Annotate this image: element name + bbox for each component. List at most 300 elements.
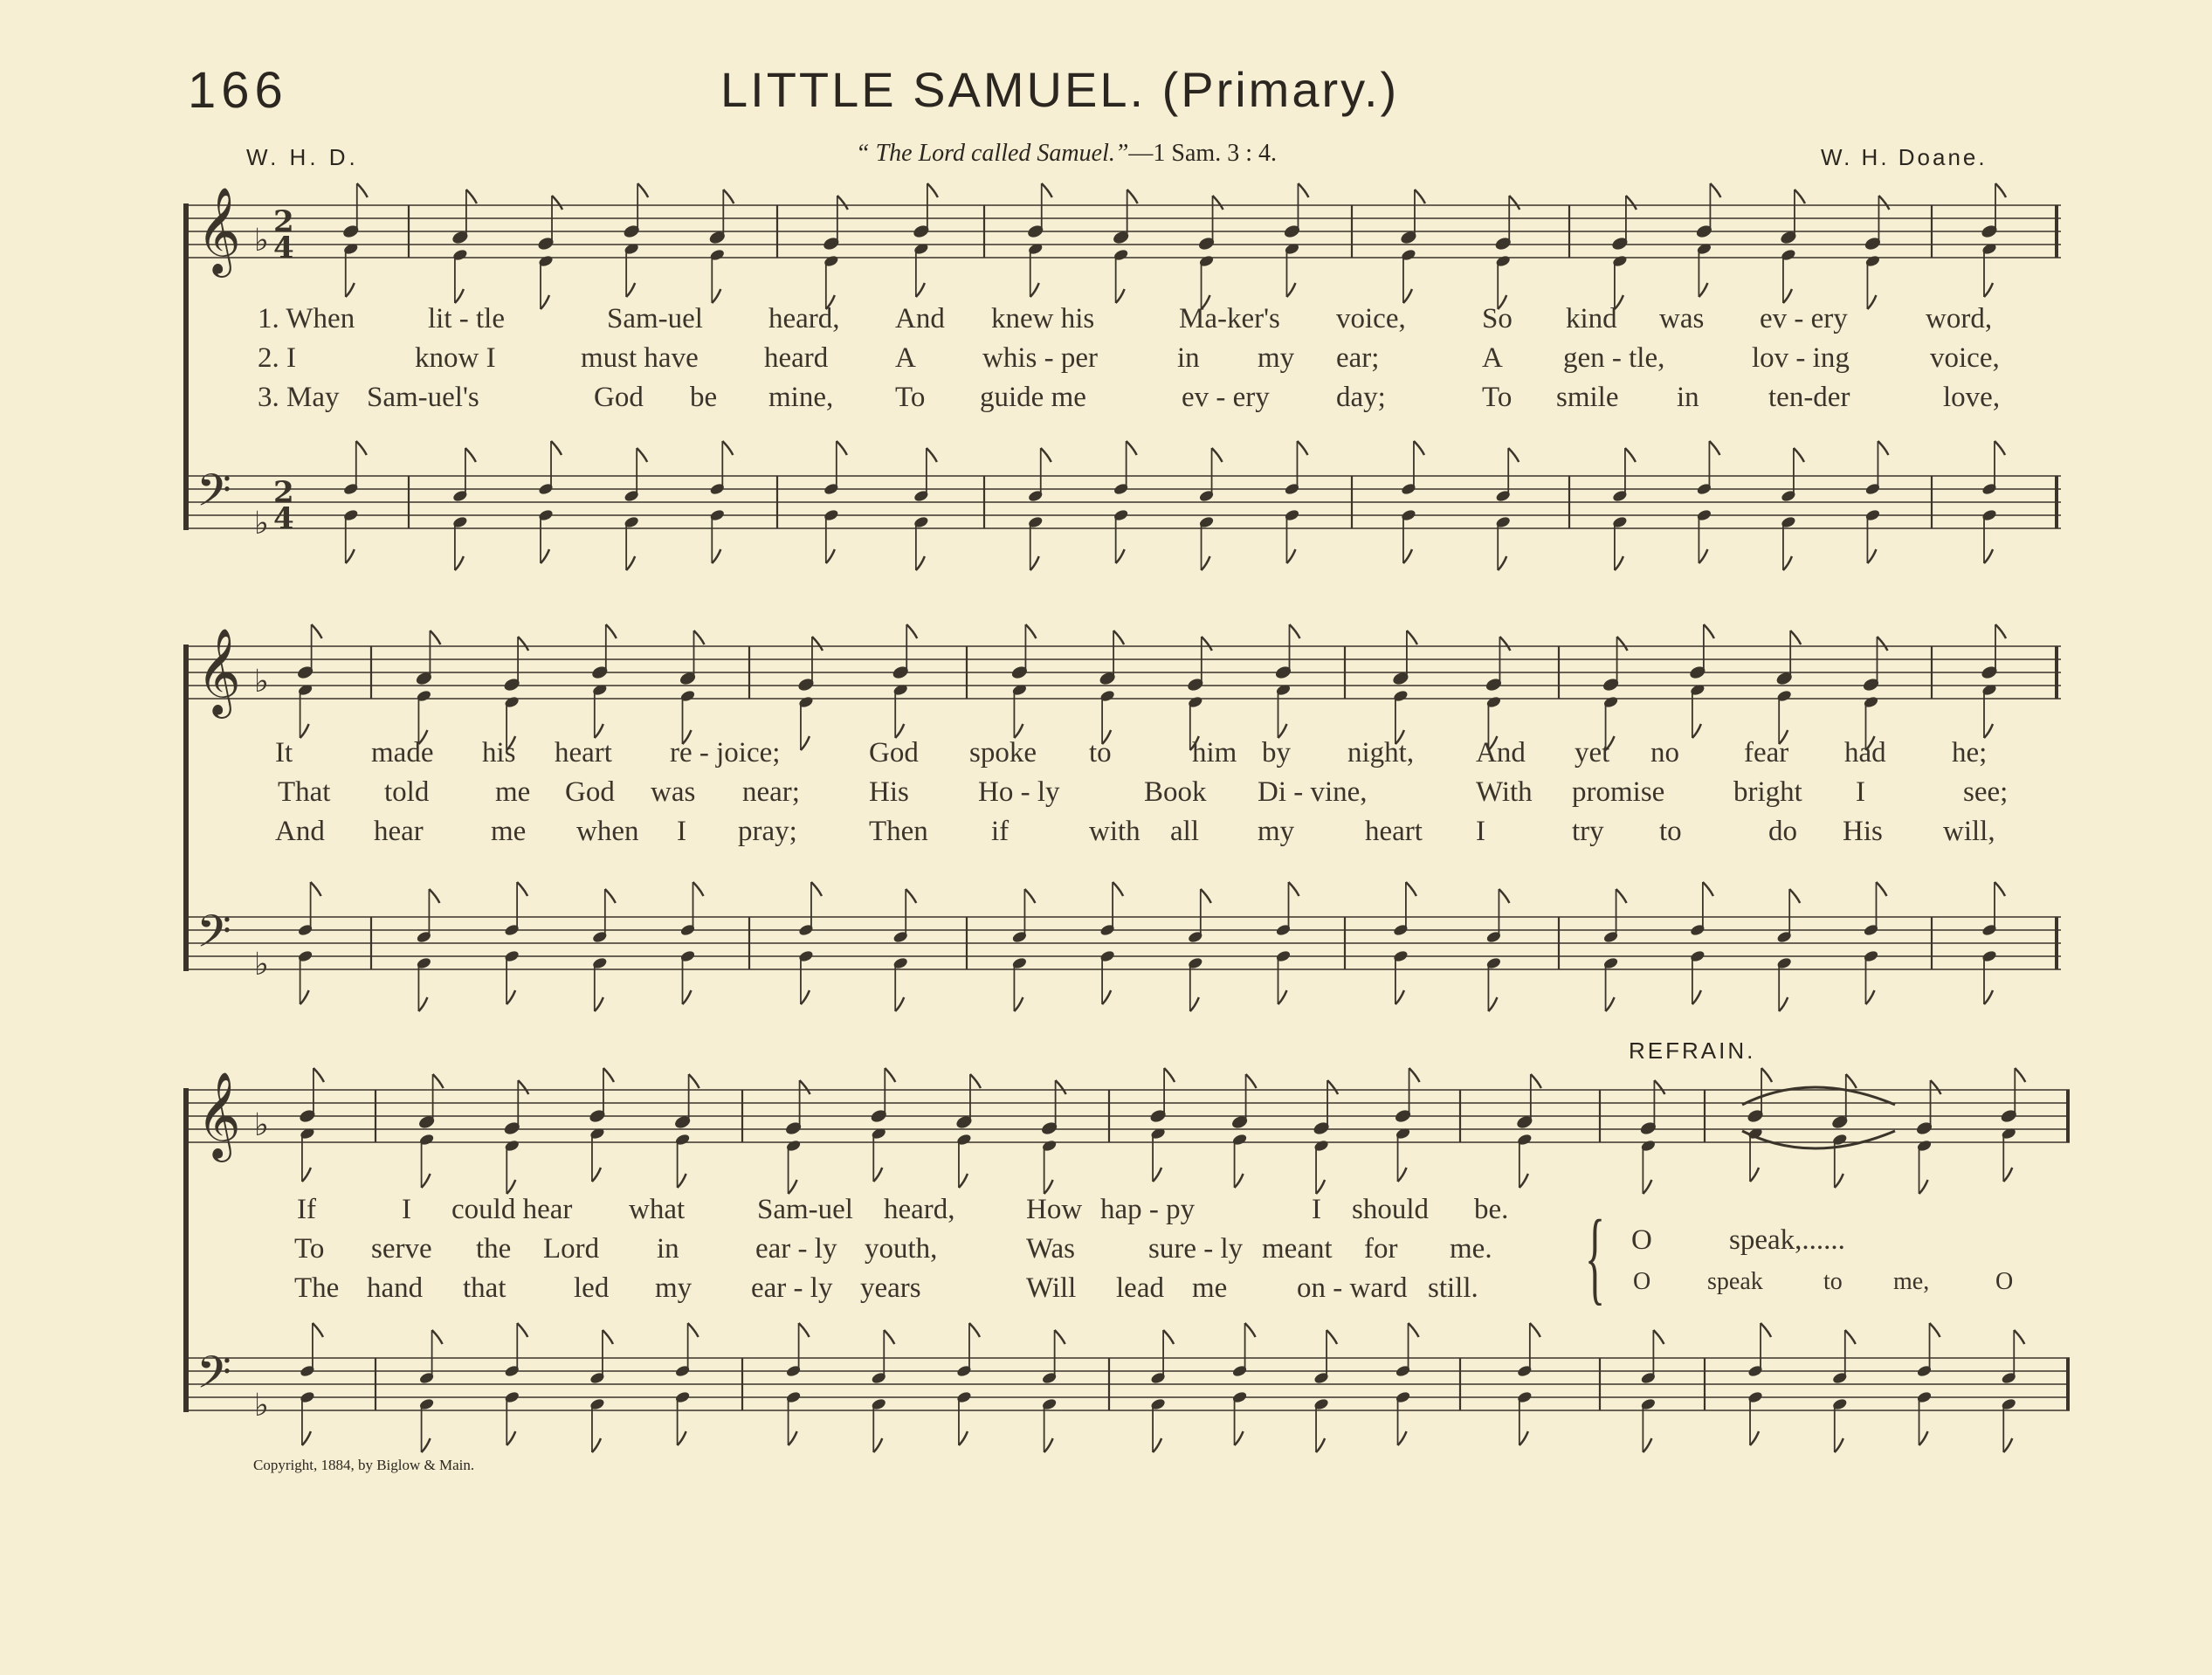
- lyric-word: And: [895, 303, 945, 334]
- note-flag: [1984, 283, 1993, 297]
- scripture-reference: —1 Sam. 3 : 4.: [1128, 140, 1277, 167]
- lyric-word: his: [482, 737, 516, 769]
- note-flag: [812, 637, 823, 651]
- lyric-word: heart: [1365, 816, 1423, 847]
- lyric-word: me.: [1450, 1233, 1492, 1265]
- note-flag: [1783, 289, 1792, 303]
- lyric-word: Lord: [543, 1233, 600, 1265]
- note-flag: [1406, 882, 1416, 896]
- lyric-word: 3. May: [258, 382, 340, 413]
- note-flag: [541, 549, 549, 563]
- lyric-word: To: [1482, 382, 1513, 413]
- lyric-word: in: [1177, 342, 1200, 374]
- note-flag: [1779, 997, 1788, 1011]
- note-flag: [1995, 183, 2006, 197]
- note-flag: [1703, 882, 1713, 896]
- lyric-word: with: [1089, 816, 1140, 847]
- note-flag: [346, 549, 355, 563]
- note-flag: [595, 724, 603, 738]
- lyric-word: by: [1262, 737, 1291, 769]
- note-flag: [873, 1168, 882, 1182]
- note-flag: [637, 448, 647, 462]
- page-number: 166: [188, 62, 288, 119]
- note-flag: [1845, 1330, 1856, 1344]
- note-flag: [455, 556, 464, 570]
- note-flag: [1846, 1074, 1857, 1088]
- note-flag: [506, 1180, 515, 1194]
- note-flag: [1488, 997, 1497, 1011]
- flat-icon: ♭: [254, 223, 269, 258]
- lyric-word: lead: [1116, 1272, 1164, 1304]
- note-flag: [1042, 183, 1052, 197]
- refrain-lyric-word: to: [1823, 1268, 1843, 1295]
- note-flag: [1289, 882, 1299, 896]
- note-flag: [1704, 624, 1714, 638]
- note-flag: [689, 1074, 699, 1088]
- note-flag: [1499, 889, 1509, 903]
- note-flag: [927, 448, 937, 462]
- lyric-word: hap - py: [1100, 1194, 1196, 1225]
- note-flag: [606, 624, 617, 638]
- flat-icon: ♭: [254, 664, 269, 700]
- note-flag: [1761, 1323, 1771, 1337]
- note-flag: [1113, 631, 1124, 644]
- refrain-lyric-word: O: [1633, 1268, 1651, 1295]
- lyric-word: And: [1476, 737, 1526, 769]
- note-flag: [1867, 295, 1876, 309]
- note-flag: [357, 183, 368, 197]
- note-flag: [592, 1168, 601, 1182]
- lyric-word: sure - ly: [1148, 1233, 1244, 1265]
- note-flag: [1877, 637, 1887, 651]
- lyric-word: Sam-uel: [607, 303, 703, 334]
- note-flag: [312, 624, 322, 638]
- lyric-word: Sam-uel: [757, 1194, 853, 1225]
- lyric-word: Book: [1144, 776, 1207, 808]
- lyric-word: me: [491, 816, 527, 847]
- lyric-word: heard,: [768, 303, 840, 334]
- note-flag: [1102, 990, 1111, 1004]
- note-flag: [1750, 1168, 1759, 1182]
- note-flag: [311, 882, 321, 896]
- note-flag: [1327, 1080, 1338, 1094]
- note-flag: [1246, 1074, 1257, 1088]
- note-flag: [1876, 882, 1886, 896]
- note-flag: [518, 637, 528, 651]
- note-flag: [678, 1174, 686, 1188]
- lyric-word: on - ward: [1297, 1272, 1408, 1304]
- lyric-word: meant: [1262, 1233, 1333, 1265]
- note-flag: [1398, 1168, 1407, 1182]
- note-flag: [722, 441, 733, 455]
- note-flag: [1643, 1438, 1651, 1452]
- note-flag: [302, 1431, 311, 1445]
- note-flag: [1327, 1330, 1337, 1344]
- note-flag: [626, 283, 635, 297]
- lyric-word: in: [657, 1233, 679, 1265]
- note-flag: [518, 1080, 528, 1094]
- refrain-lyric-word: speak: [1707, 1268, 1763, 1295]
- bass-clef-icon: 𝄢: [196, 1346, 231, 1410]
- lyric-word: heard: [764, 342, 829, 374]
- note-flag: [1153, 1168, 1161, 1182]
- lyric-word: when: [576, 816, 639, 847]
- lyric-word: to: [1089, 737, 1112, 769]
- lyric-word: promise: [1572, 776, 1665, 808]
- note-flag: [1278, 724, 1287, 738]
- lyric-word: ev - ery: [1760, 303, 1848, 334]
- lyric-word: That: [278, 776, 331, 808]
- note-flag: [1930, 1323, 1940, 1337]
- lyric-word: him: [1192, 737, 1237, 769]
- lyric-word: whis - per: [982, 342, 1098, 374]
- lyric-word: ev - ery: [1182, 382, 1270, 413]
- note-flag: [1055, 1330, 1065, 1344]
- lyric-word: To: [294, 1233, 325, 1265]
- note-flag: [430, 631, 440, 644]
- note-flag: [1919, 1180, 1928, 1194]
- note-flag: [418, 997, 427, 1011]
- refrain-lyric-word: me,: [1893, 1268, 1930, 1295]
- note-flag: [1643, 1180, 1651, 1194]
- note-flag: [1403, 549, 1412, 563]
- note-flag: [1653, 1330, 1664, 1344]
- lyric-word: God: [565, 776, 615, 808]
- note-flag: [422, 1438, 431, 1452]
- lyric-word: gen - tle,: [1563, 342, 1665, 374]
- note-flag: [895, 724, 904, 738]
- lyric-word: was: [651, 776, 696, 808]
- lyric-word: word,: [1926, 303, 1993, 334]
- note-flag: [1919, 1431, 1928, 1445]
- copyright-notice: Copyright, 1884, by Biglow & Main.: [253, 1457, 475, 1473]
- note-flag: [1041, 448, 1051, 462]
- note-flag: [1395, 990, 1404, 1004]
- note-flag: [1113, 882, 1123, 896]
- note-flag: [800, 1080, 810, 1094]
- note-flag: [1290, 624, 1300, 638]
- lyric-word: I: [1476, 816, 1485, 847]
- note-flag: [1286, 549, 1295, 563]
- note-flag: [2003, 1168, 2012, 1182]
- note-flag: [927, 183, 938, 197]
- lyric-word: God: [594, 382, 644, 413]
- note-flag: [1316, 1180, 1325, 1194]
- note-flag: [873, 1438, 882, 1452]
- hymn-title: LITTLE SAMUEL.: [720, 62, 1147, 117]
- note-flag: [837, 196, 848, 210]
- lyric-word: lov - ing: [1752, 342, 1850, 374]
- lyric-word: be.: [1474, 1194, 1509, 1225]
- note-flag: [969, 1323, 980, 1337]
- refrain-lyric-word: O: [1631, 1224, 1652, 1256]
- note-flag: [1606, 997, 1615, 1011]
- note-flag: [552, 196, 562, 210]
- note-flag: [603, 1068, 614, 1082]
- note-flag: [1235, 1431, 1244, 1445]
- note-flag: [1245, 1323, 1256, 1337]
- note-flag: [422, 1174, 431, 1188]
- note-flag: [1508, 448, 1519, 462]
- lyric-word: my: [655, 1272, 693, 1304]
- lyric-word: the: [476, 1233, 512, 1265]
- scripture-quote: “ The Lord called Samuel.”: [856, 140, 1129, 167]
- lyric-word: mine,: [768, 382, 834, 413]
- note-flag: [1835, 1174, 1843, 1188]
- note-flag: [970, 1074, 981, 1088]
- note-flag: [959, 1174, 968, 1188]
- note-flag: [694, 631, 705, 644]
- note-flag: [1984, 549, 1993, 563]
- note-flag: [1190, 997, 1199, 1011]
- note-flag: [1931, 1080, 1941, 1094]
- lyric-word: spoke: [969, 737, 1037, 769]
- refrain-lyric-word: speak,......: [1729, 1224, 1845, 1256]
- note-flag: [683, 990, 692, 1004]
- note-flag: [595, 997, 603, 1011]
- note-flag: [1835, 1438, 1843, 1452]
- note-flag: [1403, 289, 1412, 303]
- note-flag: [884, 1330, 894, 1344]
- treble-clef-icon: 𝄞: [196, 187, 241, 274]
- note-flag: [1024, 889, 1035, 903]
- note-flag: [346, 283, 355, 297]
- lyric-word: told: [384, 776, 430, 808]
- note-flag: [541, 295, 549, 309]
- note-flag: [506, 990, 515, 1004]
- note-flag: [789, 1431, 797, 1445]
- note-flag: [1127, 190, 1138, 203]
- lyric-word: ear;: [1336, 342, 1380, 374]
- note-flag: [2014, 1330, 2024, 1344]
- note-flag: [1626, 196, 1637, 210]
- note-flag: [592, 1438, 601, 1452]
- note-flag: [1202, 556, 1210, 570]
- note-flag: [1127, 441, 1137, 455]
- note-flag: [801, 736, 810, 750]
- note-flag: [916, 283, 925, 297]
- note-flag: [506, 1431, 515, 1445]
- note-flag: [723, 190, 734, 203]
- note-flag: [1014, 997, 1023, 1011]
- note-flag: [466, 190, 477, 203]
- note-flag: [1519, 1431, 1528, 1445]
- note-flag: [1116, 549, 1125, 563]
- note-flag: [302, 1168, 311, 1182]
- lyric-word: must have: [581, 342, 699, 374]
- lyric-word: should: [1352, 1194, 1430, 1225]
- lyric-word: was: [1659, 303, 1705, 334]
- lyric-word: if: [991, 816, 1010, 847]
- note-flag: [811, 882, 822, 896]
- lyric-word: hand: [367, 1272, 424, 1304]
- note-flag: [1699, 283, 1707, 297]
- lyric-word: I: [1312, 1194, 1321, 1225]
- note-flag: [1201, 889, 1211, 903]
- lyric-word: A: [1482, 342, 1503, 374]
- note-flag: [1878, 196, 1889, 210]
- lyric-word: guide me: [980, 382, 1086, 413]
- note-flag: [517, 1323, 527, 1337]
- lyric-word: It: [275, 737, 293, 769]
- note-flag: [1398, 1431, 1407, 1445]
- note-flag: [1498, 556, 1506, 570]
- lyric-word: Ma-ker's: [1179, 303, 1280, 334]
- note-flag: [1298, 183, 1308, 197]
- lyric-word: I: [402, 1194, 411, 1225]
- hymn-subtitle: (Primary.): [1161, 62, 1400, 117]
- note-flag: [1790, 631, 1801, 644]
- lyric-word: he;: [1952, 737, 1988, 769]
- lyric-word: knew his: [991, 303, 1095, 334]
- note-flag: [517, 882, 527, 896]
- lyric-word: How: [1026, 1194, 1083, 1225]
- lyric-word: pray;: [738, 816, 797, 847]
- note-flag: [1995, 882, 2005, 896]
- note-flag: [300, 724, 309, 738]
- note-flag: [1278, 990, 1287, 1004]
- flat-icon: ♭: [254, 506, 269, 541]
- note-flag: [1692, 990, 1701, 1004]
- note-flag: [885, 1068, 895, 1082]
- note-flag: [1409, 1323, 1419, 1337]
- lyric-word: what: [629, 1194, 686, 1225]
- note-flag: [1030, 283, 1039, 297]
- refrain-label: REFRAIN.: [1629, 1037, 1756, 1064]
- note-flag: [1615, 556, 1623, 570]
- lyric-word: my: [1258, 816, 1295, 847]
- note-flag: [1414, 441, 1424, 455]
- note-flag: [432, 1330, 443, 1344]
- lyric-word: Then: [869, 816, 928, 847]
- lyric-word: I: [1856, 776, 1865, 808]
- note-flag: [1213, 196, 1223, 210]
- note-flag: [2003, 1438, 2012, 1452]
- lyric-word: fear: [1744, 737, 1789, 769]
- lyric-word: 1. When: [258, 303, 355, 334]
- note-flag: [1625, 448, 1636, 462]
- note-flag: [314, 1068, 324, 1082]
- note-flag: [895, 997, 904, 1011]
- note-flag: [789, 1180, 797, 1194]
- lyric-word: know I: [415, 342, 496, 374]
- lyric-word: Sam-uel's: [367, 382, 479, 413]
- note-flag: [1867, 549, 1876, 563]
- lyric-word: Was: [1026, 1233, 1075, 1265]
- note-flag: [1616, 889, 1627, 903]
- note-flag: [1699, 549, 1707, 563]
- note-flag: [1153, 1438, 1161, 1452]
- note-flag: [1415, 190, 1425, 203]
- note-flag: [1235, 1174, 1244, 1188]
- note-flag: [1056, 1080, 1066, 1094]
- note-flag: [959, 1431, 968, 1445]
- note-flag: [801, 990, 810, 1004]
- lyric-word: hear: [374, 816, 424, 847]
- lyric-word: love,: [1943, 382, 2001, 413]
- note-flag: [678, 1431, 686, 1445]
- note-flag: [433, 1074, 444, 1088]
- note-flag: [1865, 990, 1874, 1004]
- lyric-word: heart: [555, 737, 612, 769]
- lyric-word: lit - tle: [428, 303, 505, 334]
- lyricist-credit: W. H. D.: [246, 144, 359, 170]
- note-flag: [1044, 1180, 1053, 1194]
- lyric-word: To: [895, 382, 926, 413]
- lyric-word: voice,: [1930, 342, 2000, 374]
- lyric-word: for: [1364, 1233, 1398, 1265]
- note-flag: [712, 549, 720, 563]
- tie-curve: [1742, 1131, 1895, 1148]
- bass-clef-icon: 𝄢: [196, 464, 231, 527]
- lyric-word: His: [869, 776, 909, 808]
- flat-icon: ♭: [254, 1388, 269, 1423]
- note-flag: [1509, 196, 1519, 210]
- lyric-word: that: [463, 1272, 506, 1304]
- lyric-word: Will: [1026, 1272, 1077, 1304]
- note-flag: [1692, 724, 1701, 738]
- note-flag: [1164, 1068, 1175, 1082]
- note-flag: [603, 1330, 613, 1344]
- note-flag: [356, 441, 367, 455]
- verse-brace: {: [1585, 1198, 1606, 1314]
- note-flag: [1025, 624, 1036, 638]
- lyric-word: be: [690, 382, 718, 413]
- note-flag: [1530, 1323, 1540, 1337]
- lyric-word: bright: [1733, 776, 1802, 808]
- note-flag: [906, 624, 917, 638]
- lyric-word: will,: [1943, 816, 1995, 847]
- lyric-word: made: [371, 737, 434, 769]
- lyric-word: The: [294, 1272, 340, 1304]
- note-flag: [1030, 556, 1039, 570]
- note-flag: [637, 183, 648, 197]
- lyric-word: me: [1192, 1272, 1228, 1304]
- lyric-word: day;: [1336, 382, 1386, 413]
- treble-time-signature-top: 2: [273, 204, 294, 239]
- lyric-word: voice,: [1336, 303, 1406, 334]
- lyric-word: yet: [1575, 737, 1610, 769]
- lyric-word: So: [1482, 303, 1513, 334]
- note-flag: [1984, 990, 1993, 1004]
- note-flag: [1202, 637, 1212, 651]
- note-flag: [1499, 637, 1510, 651]
- lyric-word: ten-der: [1768, 382, 1850, 413]
- note-flag: [1654, 1080, 1664, 1094]
- lyric-word: And: [275, 816, 325, 847]
- composer-credit: W. H. Doane.: [1821, 144, 1988, 170]
- lyric-word: led: [574, 1272, 610, 1304]
- note-flag: [1286, 283, 1295, 297]
- note-flag: [1984, 724, 1993, 738]
- note-flag: [1297, 441, 1307, 455]
- note-flag: [2015, 1068, 2025, 1082]
- treble-clef-icon: 𝄞: [196, 628, 241, 715]
- note-flag: [465, 448, 476, 462]
- lyric-word: kind: [1566, 303, 1617, 334]
- note-flag: [605, 889, 616, 903]
- lyric-word: all: [1170, 816, 1199, 847]
- note-flag: [1116, 289, 1125, 303]
- note-flag: [1795, 190, 1805, 203]
- lyric-word: my: [1258, 342, 1295, 374]
- lyric-word: no: [1650, 737, 1679, 769]
- note-flag: [693, 882, 704, 896]
- lyric-word: me: [495, 776, 531, 808]
- refrain-lyric-word: O: [1995, 1268, 2014, 1295]
- note-flag: [799, 1323, 810, 1337]
- note-flag: [712, 289, 720, 303]
